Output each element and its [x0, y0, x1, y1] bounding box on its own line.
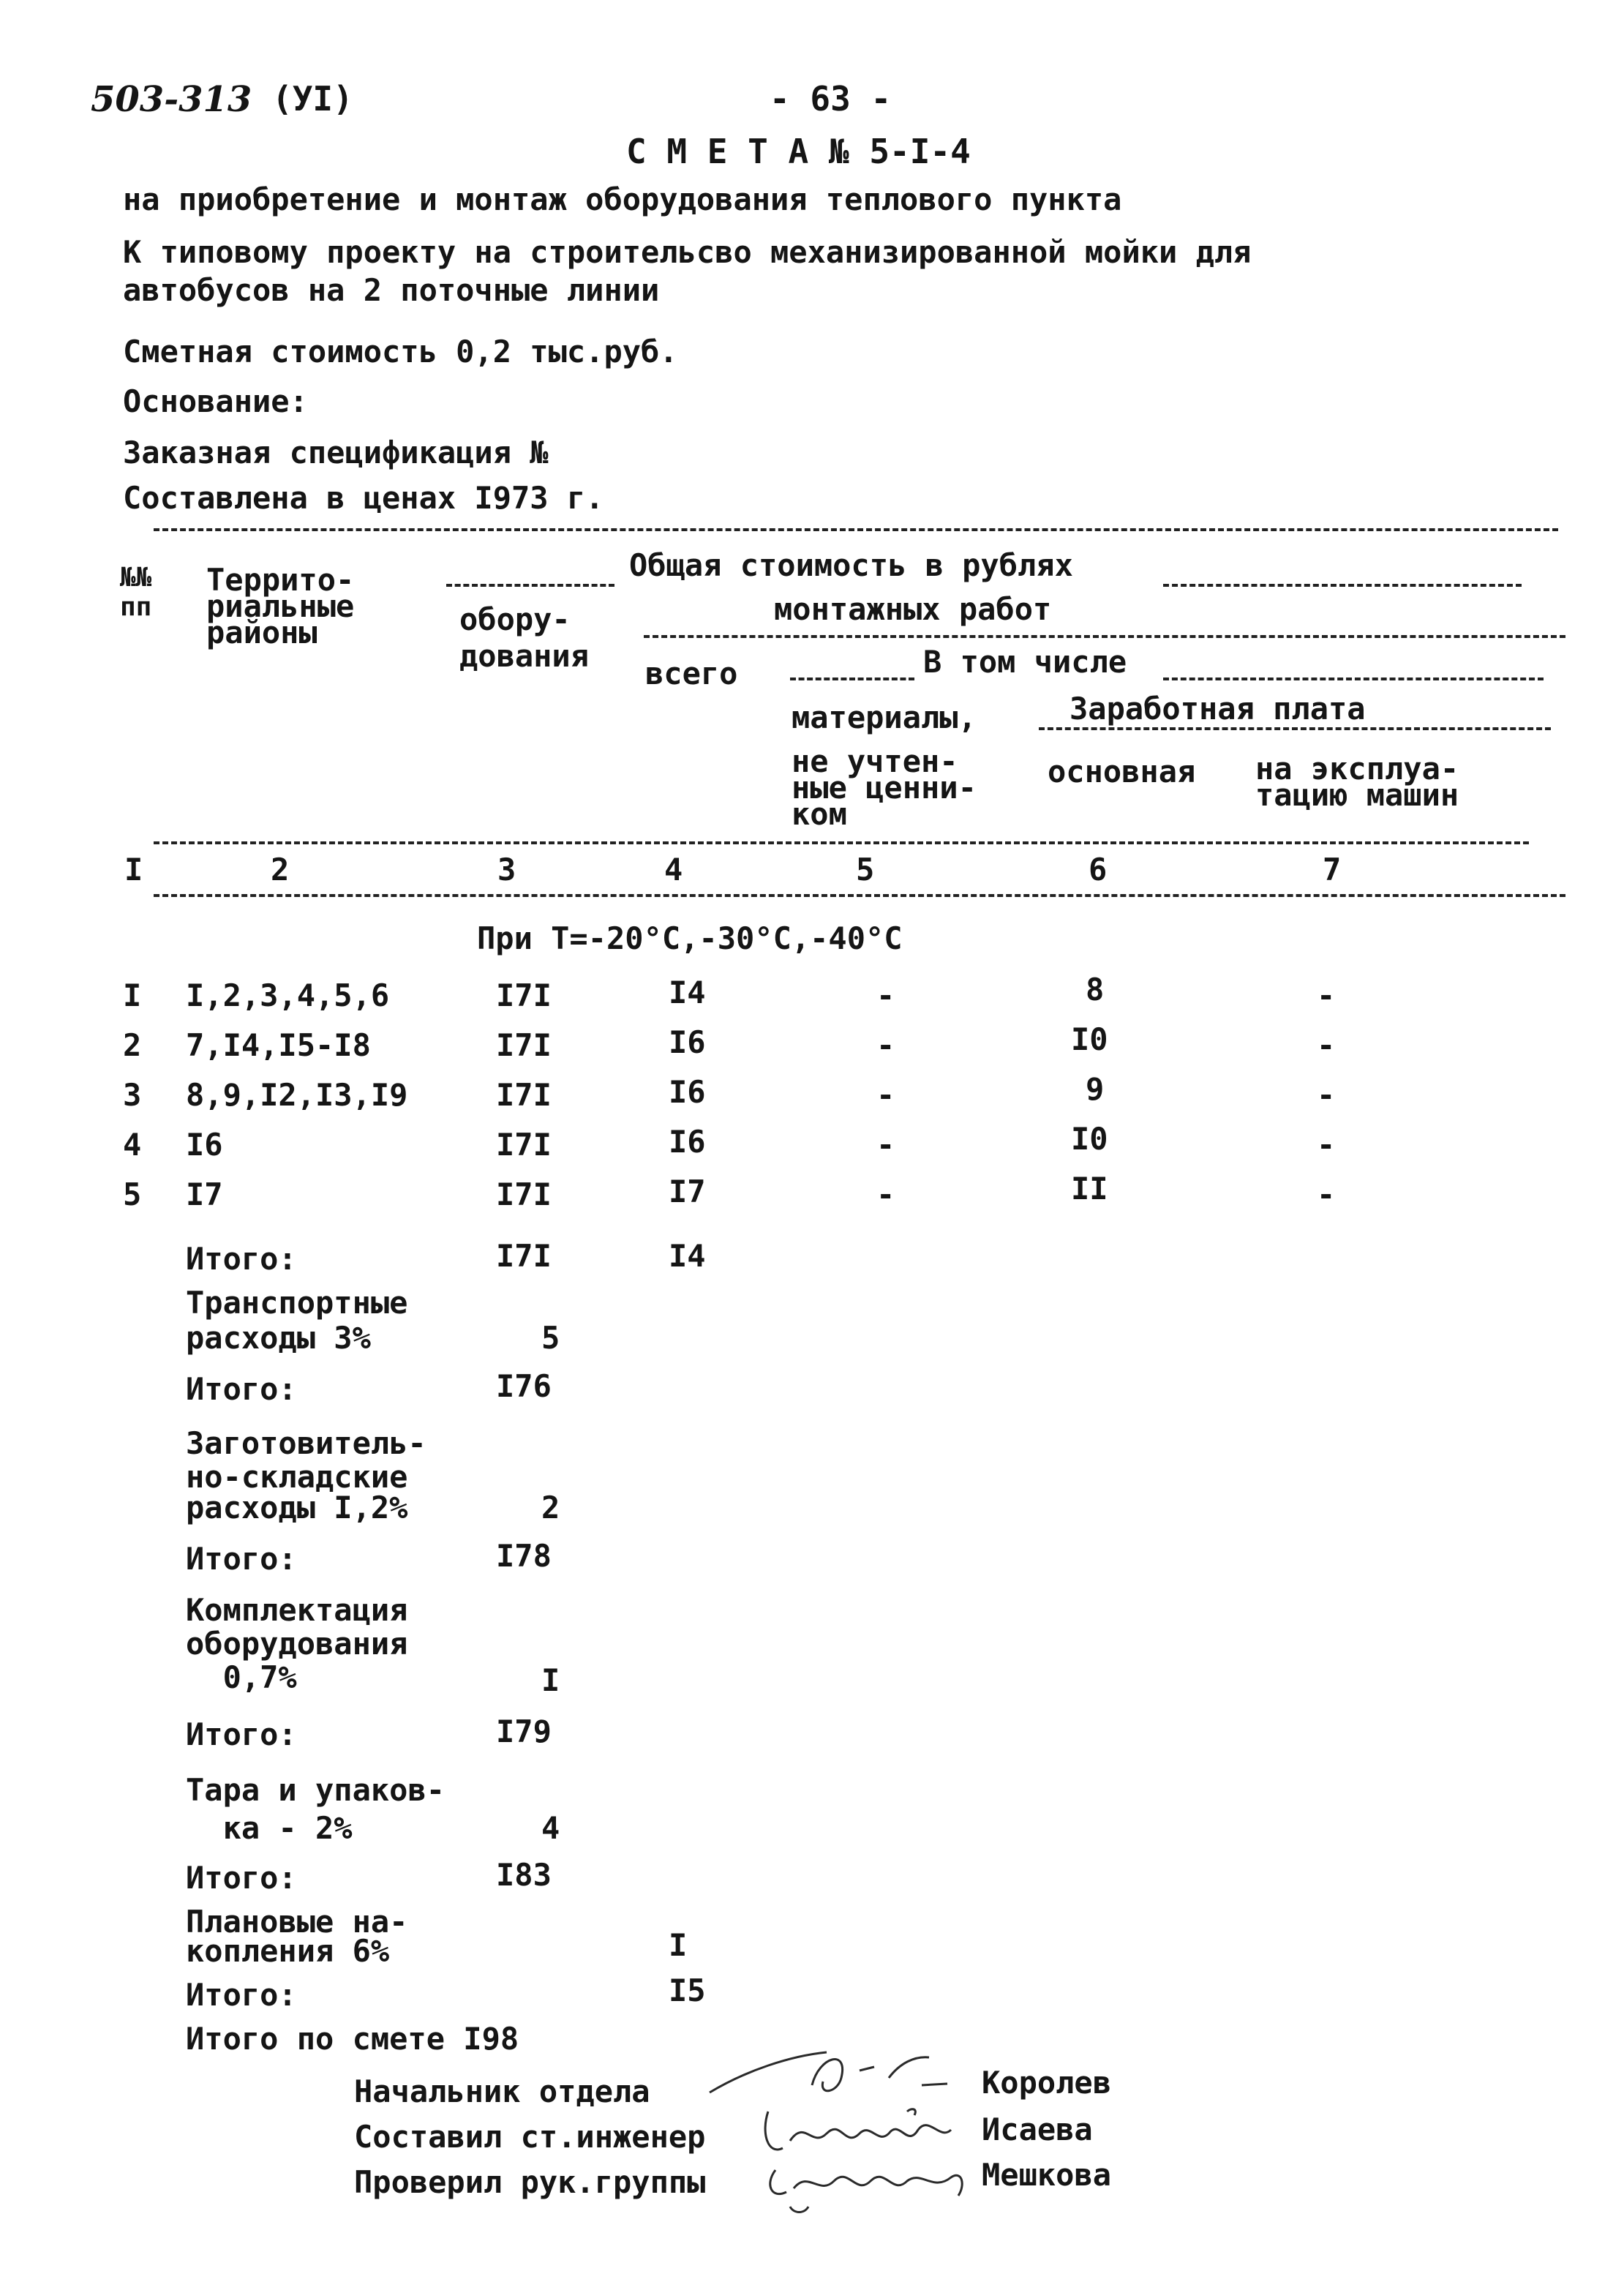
- row-number: 3: [123, 1077, 142, 1113]
- row-regions: I7: [186, 1176, 223, 1212]
- summary-label: Тара и упаков-: [186, 1772, 446, 1808]
- summary-label: Итого:: [186, 1241, 297, 1277]
- header-materials-2: не учтен-: [792, 743, 958, 779]
- header-equipment-1: обору-: [459, 601, 571, 637]
- summary-label: оборудования: [186, 1626, 408, 1662]
- header-salary-base: основная: [1048, 754, 1196, 789]
- signature-name: Королев: [982, 2065, 1112, 2101]
- row-salary: I0: [1071, 1021, 1108, 1057]
- page-number: - 63 -: [770, 79, 892, 119]
- row-machines: -: [1317, 977, 1336, 1013]
- temperature-condition: При Т=-20°С,-30°С,-40°С: [477, 920, 903, 956]
- document-subtitle: на приобретение и монтаж оборудования теплового пункта: [123, 181, 1122, 217]
- header-region-2: риальные: [206, 588, 355, 624]
- row-equipment-cost: I7I: [496, 977, 552, 1013]
- summary-equipment-value: I79: [496, 1714, 552, 1749]
- signature-name: Исаева: [982, 2112, 1093, 2147]
- document-part: (УI): [272, 79, 353, 119]
- document-code: 503-313: [91, 79, 252, 120]
- price-year: Составлена в ценах I973 г.: [123, 480, 604, 516]
- header-num-2: пп: [120, 592, 152, 622]
- row-installation-total: I6: [669, 1074, 706, 1110]
- row-salary: 8: [1086, 972, 1105, 1007]
- row-equipment-cost: I7I: [496, 1127, 552, 1163]
- document-title: С М Е Т А № 5-I-4: [626, 132, 971, 171]
- summary-label: Заготовитель-: [186, 1425, 426, 1461]
- summary-label: Итого:: [186, 1371, 297, 1407]
- summary-equipment-value: I76: [496, 1368, 552, 1404]
- estimated-cost: Сметная стоимость 0,2 тыс.руб.: [123, 334, 678, 369]
- row-regions: I,2,3,4,5,6: [186, 977, 390, 1013]
- specification-label: Заказная спецификация №: [123, 435, 549, 470]
- row-regions: 7,I4,I5-I8: [186, 1027, 371, 1063]
- summary-label: расходы I,2%: [186, 1490, 408, 1525]
- summary-label: 0,7%: [186, 1659, 297, 1695]
- summary-label: Итого:: [186, 1977, 297, 2013]
- row-materials: -: [876, 1176, 895, 1212]
- header-materials-1: материалы,: [792, 699, 977, 735]
- header-rule: [1163, 584, 1522, 587]
- row-number: 4: [123, 1127, 142, 1163]
- signature-name: Мешкова: [982, 2157, 1112, 2193]
- col-number: 7: [1323, 852, 1342, 887]
- row-machines: -: [1317, 1077, 1336, 1113]
- row-machines: -: [1317, 1027, 1336, 1063]
- header-total: всего: [645, 656, 738, 691]
- summary-equipment-value: 4: [541, 1810, 560, 1846]
- header-rule: [1163, 678, 1544, 680]
- row-regions: 8,9,I2,I3,I9: [186, 1077, 408, 1113]
- row-number: 5: [123, 1176, 142, 1212]
- row-number: I: [123, 977, 142, 1013]
- summary-label: Итого:: [186, 1541, 297, 1577]
- handwritten-signature-1: [702, 2041, 980, 2114]
- col-number: 4: [664, 852, 683, 887]
- summary-equipment-value: I7I: [496, 1238, 552, 1274]
- summary-label: Транспортные: [186, 1285, 408, 1321]
- column-numbers-rule: [154, 894, 1565, 897]
- summary-label: Плановые на-: [186, 1904, 408, 1940]
- header-materials-4: ком: [792, 796, 847, 832]
- summary-label: Комплектация: [186, 1592, 408, 1628]
- header-installation: монтажных работ: [774, 591, 1052, 627]
- row-materials: -: [876, 977, 895, 1013]
- header-rule: [790, 678, 914, 680]
- header-equipment-2: дования: [459, 638, 590, 674]
- row-materials: -: [876, 1027, 895, 1063]
- row-equipment-cost: I7I: [496, 1027, 552, 1063]
- row-equipment-cost: I7I: [496, 1077, 552, 1113]
- header-rule: [644, 635, 1565, 638]
- handwritten-signature-3: [761, 2155, 980, 2221]
- header-materials-3: ные ценни-: [792, 770, 977, 806]
- row-machines: -: [1317, 1127, 1336, 1163]
- row-salary: 9: [1086, 1071, 1105, 1107]
- header-including: В том числе: [923, 644, 1127, 680]
- signature-role: Проверил рук.группы: [354, 2164, 706, 2200]
- header-total-cost: Общая стоимость в рублях: [629, 547, 1073, 583]
- row-installation-total: I6: [669, 1124, 706, 1160]
- header-bottom-rule: [154, 841, 1529, 844]
- header-region-3: районы: [206, 615, 317, 650]
- summary-label: но-складские: [186, 1459, 408, 1495]
- col-number: 5: [856, 852, 875, 887]
- project-line-1: К типовому проекту на строительсво механизированной мойки для: [123, 234, 1252, 270]
- signature-role: Начальник отдела: [354, 2073, 650, 2109]
- signature-role: Составил ст.инженер: [354, 2119, 706, 2155]
- col-number: 3: [497, 852, 516, 887]
- col-number: I: [124, 852, 143, 887]
- project-line-2: автобусов на 2 поточные линии: [123, 272, 660, 308]
- row-salary: II: [1071, 1171, 1108, 1206]
- header-region-1: Террито-: [206, 562, 355, 598]
- row-regions: I6: [186, 1127, 223, 1163]
- summary-equipment-value: 5: [541, 1320, 560, 1356]
- header-salary-machines-1: на эксплуа-: [1255, 751, 1459, 787]
- row-machines: -: [1317, 1176, 1336, 1212]
- summary-label: Итого:: [186, 1716, 297, 1752]
- basis-label: Основание:: [123, 383, 308, 419]
- row-installation-total: I7: [669, 1174, 706, 1209]
- table-top-rule: [154, 528, 1558, 531]
- summary-equipment-value: I: [541, 1662, 560, 1698]
- row-materials: -: [876, 1077, 895, 1113]
- row-materials: -: [876, 1127, 895, 1163]
- summary-label: копления 6%: [186, 1933, 390, 1969]
- summary-installation-value: I4: [669, 1238, 706, 1274]
- header-salary: Заработная плата: [1069, 691, 1366, 727]
- col-number: 6: [1089, 852, 1108, 887]
- header-salary-machines-2: тацию машин: [1255, 777, 1459, 813]
- summary-equipment-value: 2: [541, 1490, 560, 1525]
- summary-installation-value: I: [669, 1927, 688, 1963]
- row-installation-total: I6: [669, 1024, 706, 1060]
- summary-equipment-value: I83: [496, 1857, 552, 1893]
- header-rule: [1039, 727, 1551, 730]
- row-number: 2: [123, 1027, 142, 1063]
- summary-label: Итого:: [186, 1860, 297, 1896]
- row-salary: I0: [1071, 1121, 1108, 1157]
- handwritten-signature-2: [761, 2104, 980, 2163]
- row-installation-total: I4: [669, 975, 706, 1010]
- summary-label: ка - 2%: [186, 1810, 353, 1846]
- grand-total: Итого по смете I98: [186, 2021, 519, 2057]
- summary-installation-value: I5: [669, 1973, 706, 2008]
- header-rule: [446, 584, 614, 587]
- header-num-1: №№: [120, 563, 152, 593]
- summary-label: расходы 3%: [186, 1320, 371, 1356]
- row-equipment-cost: I7I: [496, 1176, 552, 1212]
- summary-equipment-value: I78: [496, 1538, 552, 1574]
- col-number: 2: [271, 852, 290, 887]
